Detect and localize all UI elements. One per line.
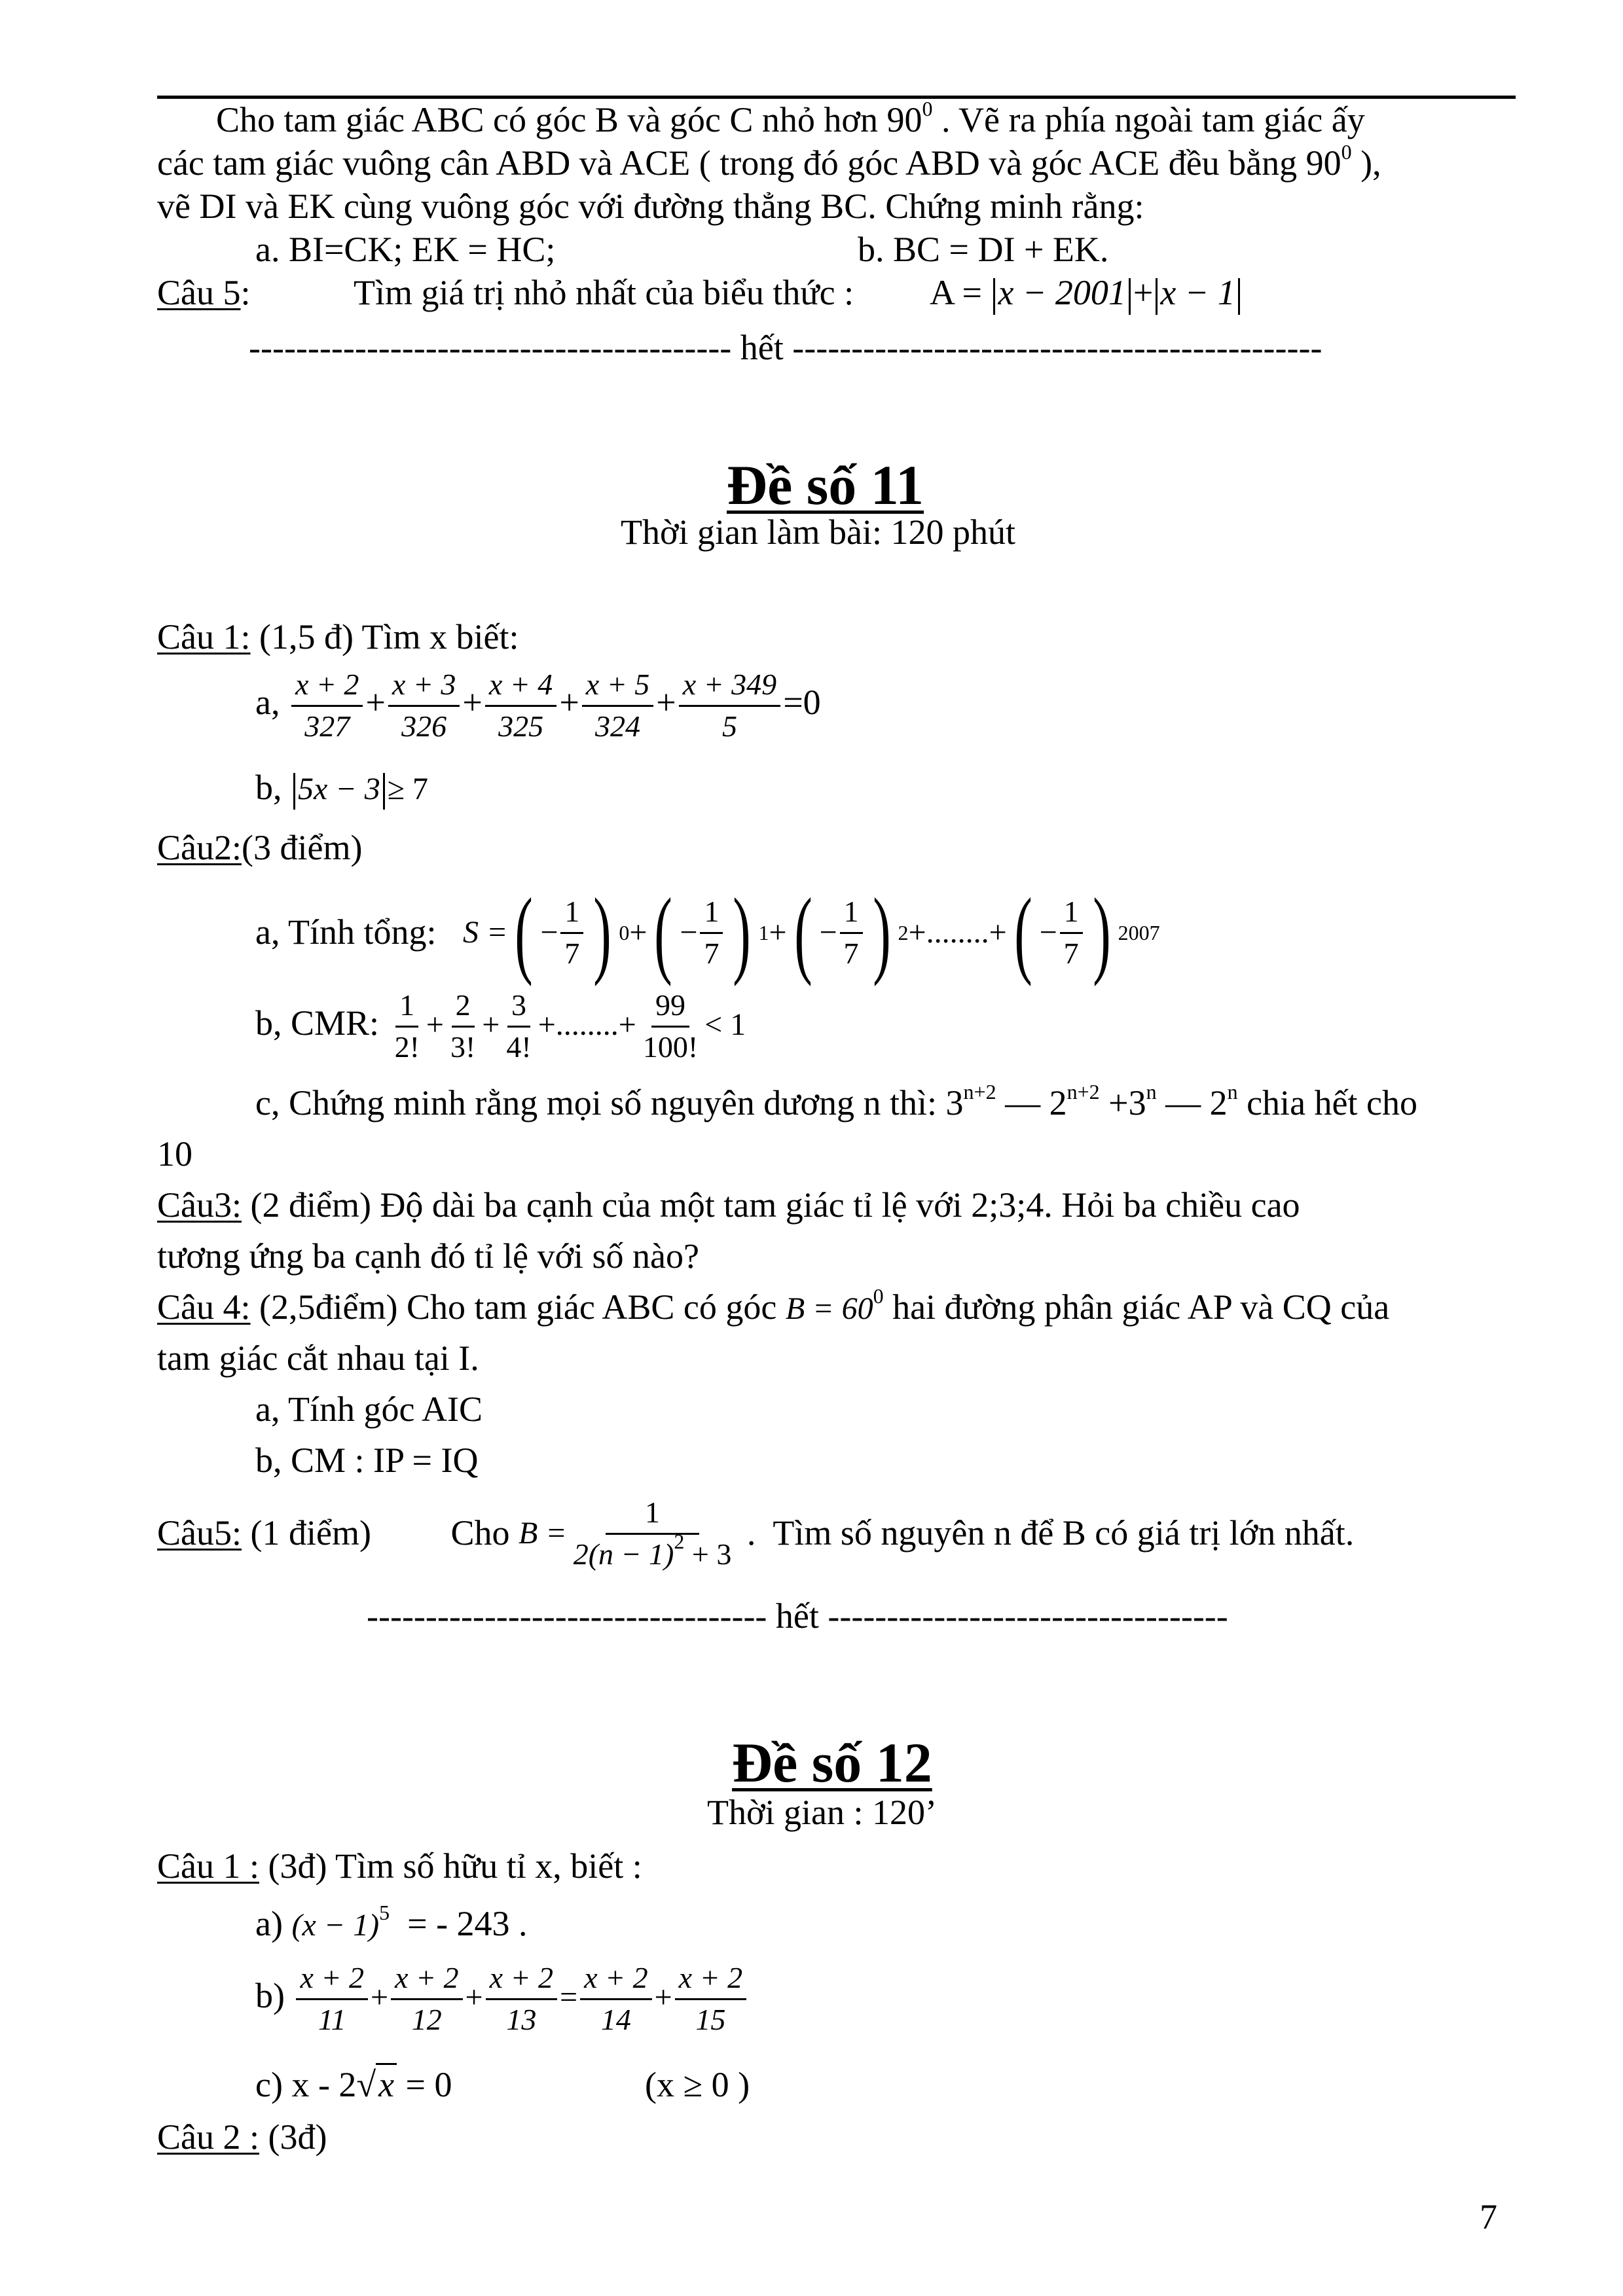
- de11-cau2a: a, Tính tổng: S = ( − $\frac{1}{7}$ ) 0 + ( − $\frac{1}{7}$ ) 1 + ( − $\frac{1}{7}$ ) 2 +........+ ( − $\frac{1}{7}$ ) 2007: [255, 878, 1160, 987]
- de11-cau3: Câu3: (2 điểm) Độ dài ba cạnh của một tam giác tỉ lệ với 2;3;4. Hỏi ba chiều cao: [157, 1185, 1300, 1225]
- prev-line-1: Cho tam giác ABC có góc B và góc C nhỏ hơn $90^0$ . Vẽ ra phía ngoài tam giác ấy: [216, 97, 1365, 139]
- de11-cau4-cont: tam giác cắt nhau tại I.: [157, 1338, 479, 1378]
- prev-line-2: các tam giác vuông cân ABD và ACE ( trong đó góc ABD và góc ACE đều bằng $90^0$ ),: [157, 140, 1381, 183]
- de11-cau2c: c, Chứng minh rằng mọi số nguyên dương n thì: $3^{n+2}$ — $2^{n+2} +3^n$ — 2$^n$ chia hết cho: [255, 1080, 1417, 1122]
- de11-cau4a: a, Tính góc AIC: [255, 1390, 483, 1429]
- de12-title: Đề số 12: [732, 1731, 932, 1794]
- fraction: $\frac{x + 2}{327}$: [291, 668, 363, 744]
- de11-cau3-cont: tương ứng ba cạnh đó tỉ lệ với số nào?: [157, 1236, 699, 1276]
- fraction: $\frac{x + 5}{324}$: [582, 668, 653, 744]
- de11-cau4b: b, CM : IP = IQ: [255, 1441, 479, 1480]
- de11-cau2c-cont: 10: [157, 1134, 192, 1174]
- prev-cau5-expr: A = x − 2001 + x − 1: [930, 271, 1243, 315]
- de11-end-line: ---------------------------------- hết ----------------------------------: [367, 1596, 1228, 1636]
- page-number: 7: [1480, 2197, 1497, 2236]
- prev-cau5-label: Câu 5:: [157, 273, 251, 312]
- prev-cau5-text: Tìm giá trị nhỏ nhất của biểu thức :: [354, 273, 854, 312]
- de12-cau1a: a) $(x - 1)^5$ = - 243 .: [255, 1901, 528, 1943]
- de12-cau1c-cond: (x ≥ 0 ): [645, 2065, 750, 2104]
- de12-cau1: Câu 1 : (3đ) Tìm số hữu tỉ x, biết :: [157, 1846, 642, 1886]
- de11-cau1a: a, $\frac{x + 2}{327}$ + $\frac{x + 3}{326}$ + $\frac{x + 4}{325}$ + $\frac{x + 5}{324}$ + $\frac{x + 349}{5}$ =0: [255, 668, 821, 743]
- de12-cau1b: b) $\frac{x + 2}{11}$ + $\frac{x + 2}{12}$ + $\frac{x + 2}{13}$ = $\frac{x + 2}{14}$ + $\frac{x + 2}{15}$: [255, 1961, 749, 2037]
- de11-cau1b: b, 5x − 3 ≥ 7: [255, 766, 428, 810]
- de12-cau2: Câu 2 : (3đ): [157, 2117, 327, 2157]
- de11-time: Thời gian làm bài: 120 phút: [621, 512, 1015, 552]
- prev-end-line: ----------------------------------------- hết ---------------------------------------------: [249, 328, 1322, 367]
- de11-title: Đề số 11: [727, 454, 924, 516]
- fraction: $\frac{x + 349}{5}$: [679, 668, 780, 744]
- fraction: $\frac{x + 4}{325}$: [485, 668, 556, 744]
- prev-line-3: vẽ DI và EK cùng vuông góc với đường thẳng BC. Chứng minh rằng:: [157, 187, 1144, 226]
- de11-cau2: Câu2:(3 điểm): [157, 828, 363, 867]
- de11-cau4: Câu 4: (2,5điểm) Cho tam giác ABC có góc $B = 60^0$ hai đường phân giác AP và CQ của: [157, 1284, 1390, 1327]
- de12-cau1c: c) x - 2√x = 0: [255, 2063, 452, 2108]
- de11-cau2b: b, CMR: $\frac{1}{2!}$ + $\frac{2}{3!}$ + $\frac{3}{4!}$ +........+ $\frac{99}{100!}$ < 1: [255, 988, 746, 1064]
- prev-part-b: b. BC = DI + EK.: [858, 230, 1109, 269]
- de11-cau1: Câu 1: (1,5 đ) Tìm x biết:: [157, 617, 519, 656]
- de11-cau5: Câu5: (1 điểm) Cho B = $\frac{1}{2(n - 1)^2 + 3}$ . Tìm số nguyên n để B có giá trị lớn nhất.: [157, 1495, 1355, 1571]
- prev-part-a: a. BI=CK; EK = HC;: [255, 230, 556, 269]
- de12-time: Thời gian : 120’: [707, 1793, 937, 1832]
- fraction: $\frac{x + 3}{326}$: [388, 668, 460, 744]
